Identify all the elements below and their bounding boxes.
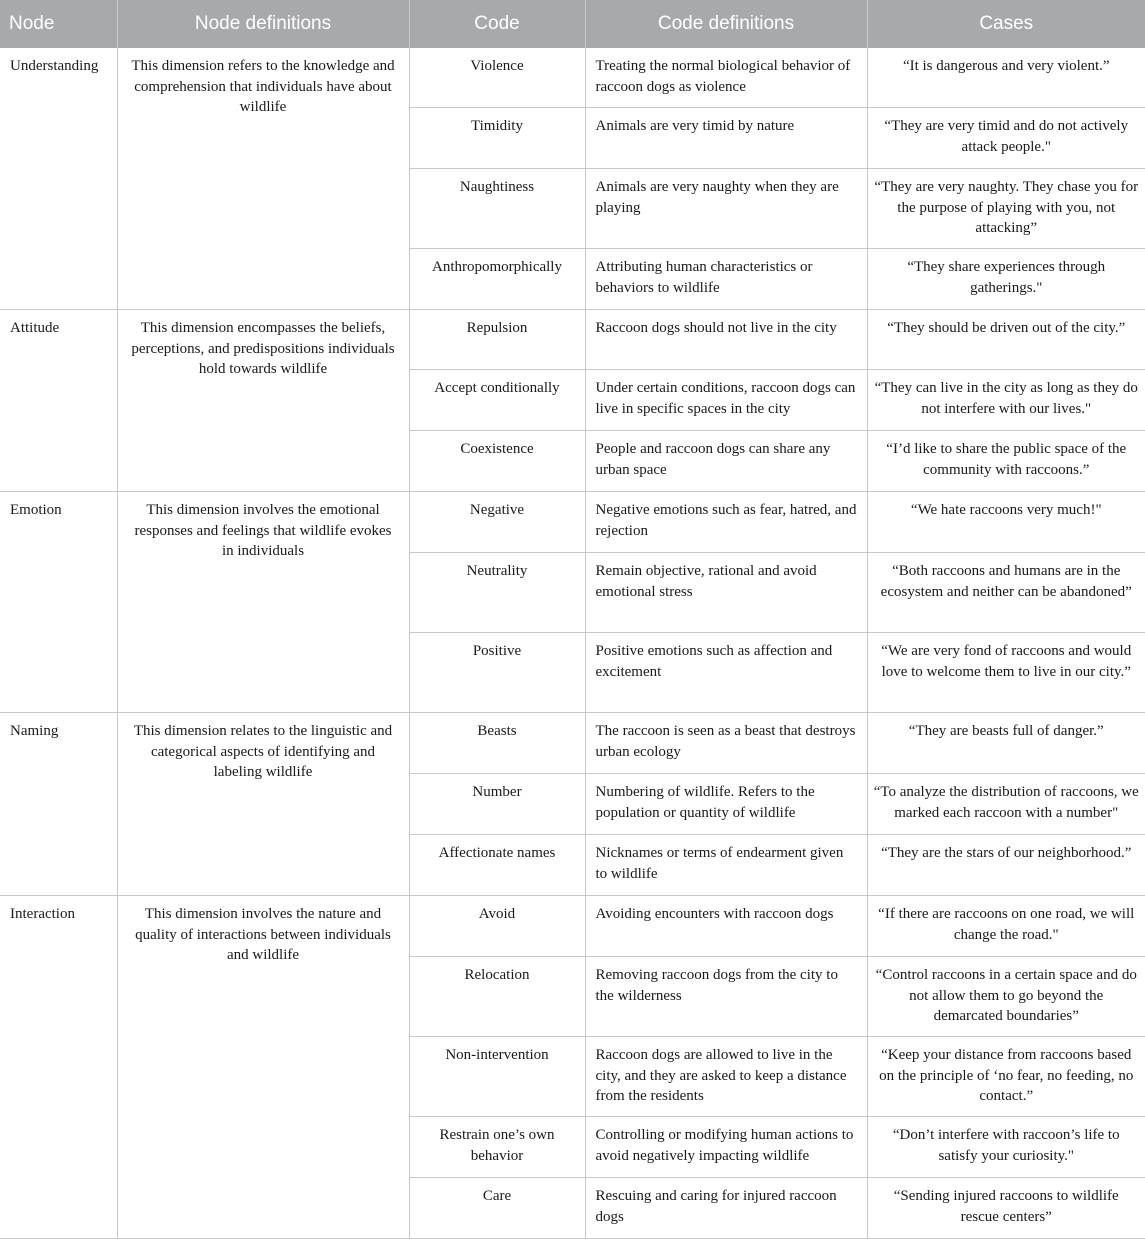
case-cell: “Keep your distance from raccoons based on the principle of ‘no fear, no feeding, no contact.”	[867, 1037, 1145, 1117]
table-row	[0, 48, 1145, 108]
node-definition-cell: This dimension involves the nature and quality of interactions between individuals and wildlife	[117, 896, 409, 1239]
code-definition-cell: Raccoon dogs should not live in the city	[585, 310, 867, 370]
node-cell: Emotion	[0, 492, 117, 713]
code-cell: Number	[409, 774, 585, 835]
code-cell: Anthropomorphically	[409, 249, 585, 310]
code-definition-cell: Controlling or modifying human actions to avoid negatively impacting wildlife	[585, 1117, 867, 1178]
code-cell: Restrain one’s own behavior	[409, 1117, 585, 1178]
code-cell: Naughtiness	[409, 169, 585, 249]
case-cell: “They share experiences through gatherings."	[867, 249, 1145, 310]
code-definition-cell: Nicknames or terms of endearment given to wildlife	[585, 835, 867, 896]
code-definition-cell: Negative emotions such as fear, hatred, and rejection	[585, 492, 867, 553]
code-cell: Affectionate names	[409, 835, 585, 896]
code-cell: Violence	[409, 48, 585, 108]
case-cell: “Both raccoons and humans are in the ecosystem and neither can be abandoned”	[867, 553, 1145, 633]
code-cell: Avoid	[409, 896, 585, 957]
case-cell: “They can live in the city as long as they do not interfere with our lives."	[867, 370, 1145, 431]
code-definition-cell: Under certain conditions, raccoon dogs can live in specific spaces in the city	[585, 370, 867, 431]
code-cell: Timidity	[409, 108, 585, 169]
header-row	[0, 0, 1145, 48]
case-cell: “We are very fond of raccoons and would love to welcome them to live in our city.”	[867, 633, 1145, 713]
case-cell: “Don’t interfere with raccoon’s life to satisfy your curiosity."	[867, 1117, 1145, 1178]
node-definition-cell: This dimension relates to the linguistic and categorical aspects of identifying and labeling wildlife	[117, 713, 409, 896]
code-definition-cell: Animals are very naughty when they are playing	[585, 169, 867, 249]
code-cell: Care	[409, 1178, 585, 1239]
case-cell: “They are very timid and do not actively attack people."	[867, 108, 1145, 169]
code-definition-cell: Treating the normal biological behavior of raccoon dogs as violence	[585, 48, 867, 108]
table-row	[0, 713, 1145, 774]
code-definition-cell: People and raccoon dogs can share any urban space	[585, 431, 867, 492]
code-definition-cell: Numbering of wildlife. Refers to the population or quantity of wildlife	[585, 774, 867, 835]
code-cell: Beasts	[409, 713, 585, 774]
table-row	[0, 896, 1145, 957]
code-cell: Accept conditionally	[409, 370, 585, 431]
code-cell: Non-intervention	[409, 1037, 585, 1117]
code-definition-cell: Attributing human characteristics or behaviors to wildlife	[585, 249, 867, 310]
node-cell: Attitude	[0, 310, 117, 492]
code-definition-cell: Remain objective, rational and avoid emotional stress	[585, 553, 867, 633]
header-code-definitions: Code definitions	[585, 0, 867, 48]
code-definition-cell: Rescuing and caring for injured raccoon dogs	[585, 1178, 867, 1239]
node-definition-cell: This dimension encompasses the beliefs, perceptions, and predispositions individuals hold towards wildlife	[117, 310, 409, 492]
code-definition-cell: Raccoon dogs are allowed to live in the city, and they are asked to keep a distance from the residents	[585, 1037, 867, 1117]
code-definition-cell: Animals are very timid by nature	[585, 108, 867, 169]
node-definition-cell: This dimension involves the emotional responses and feelings that wildlife evokes in individuals	[117, 492, 409, 713]
code-cell: Negative	[409, 492, 585, 553]
code-definition-cell: Avoiding encounters with raccoon dogs	[585, 896, 867, 957]
code-cell: Repulsion	[409, 310, 585, 370]
node-cell: Understanding	[0, 48, 117, 310]
code-definition-cell: The raccoon is seen as a beast that destroys urban ecology	[585, 713, 867, 774]
case-cell: “To analyze the distribution of raccoons, we marked each raccoon with a number"	[867, 774, 1145, 835]
table-row	[0, 492, 1145, 553]
case-cell: “They are the stars of our neighborhood.”	[867, 835, 1145, 896]
case-cell: “They should be driven out of the city.”	[867, 310, 1145, 370]
header-cases: Cases	[867, 0, 1145, 48]
case-cell: “Control raccoons in a certain space and do not allow them to go beyond the demarcated boundaries”	[867, 957, 1145, 1037]
case-cell: “It is dangerous and very violent.”	[867, 48, 1145, 108]
case-cell: “If there are raccoons on one road, we will change the road."	[867, 896, 1145, 957]
table-row	[0, 310, 1145, 370]
code-definition-cell: Removing raccoon dogs from the city to the wilderness	[585, 957, 867, 1037]
node-cell: Interaction	[0, 896, 117, 1239]
node-cell: Naming	[0, 713, 117, 896]
code-cell: Neutrality	[409, 553, 585, 633]
case-cell: “I’d like to share the public space of the community with raccoons.”	[867, 431, 1145, 492]
code-cell: Coexistence	[409, 431, 585, 492]
header-node: Node	[0, 0, 117, 48]
header-code: Code	[409, 0, 585, 48]
node-definition-cell: This dimension refers to the knowledge and comprehension that individuals have about wildlife	[117, 48, 409, 310]
code-cell: Relocation	[409, 957, 585, 1037]
case-cell: “They are very naughty. They chase you for the purpose of playing with you, not attacking”	[867, 169, 1145, 249]
case-cell: “We hate raccoons very much!"	[867, 492, 1145, 553]
code-cell: Positive	[409, 633, 585, 713]
code-definition-cell: Positive emotions such as affection and excitement	[585, 633, 867, 713]
header-node-definitions: Node definitions	[117, 0, 409, 48]
case-cell: “Sending injured raccoons to wildlife rescue centers”	[867, 1178, 1145, 1239]
case-cell: “They are beasts full of danger.”	[867, 713, 1145, 774]
